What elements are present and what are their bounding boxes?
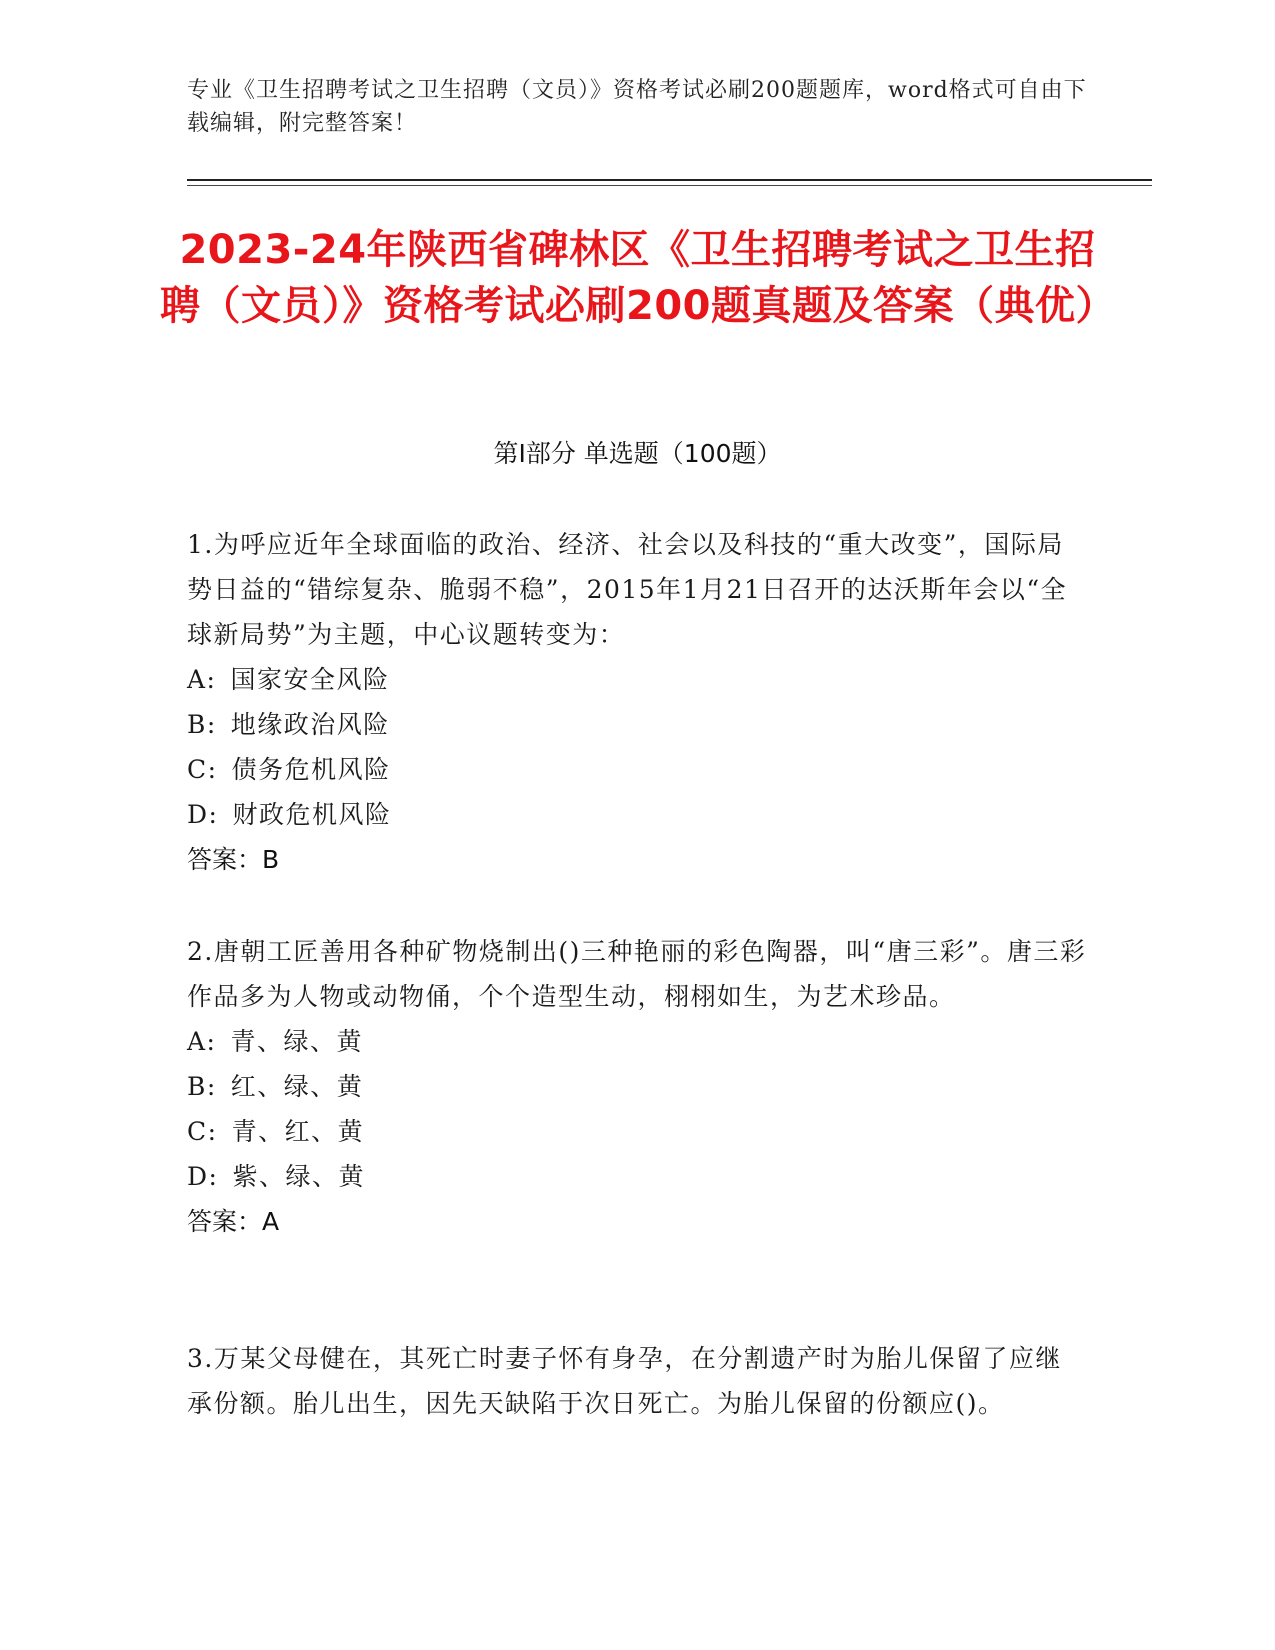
option-c [187,1109,1087,1154]
option-text: 青、红、黄 [231,1117,365,1146]
option-key: B: [187,710,217,739]
document-title: 2023-24年陕西省碑林区《卫生招聘考试之卫生招聘（文员）》资格考试必刷200题真题及答案（典优） [160,227,1116,329]
question-stem: 2.唐朝工匠善用各种矿物烧制出()三种艳丽的彩色陶器，叫“唐三彩”。唐三彩作品多为人物或动物俑，个个造型生动，栩栩如生，为艺术珍品。 [187,937,1087,1011]
option-text: 债务危机风险 [231,755,391,784]
question-1 [187,522,1087,882]
option-text: 青、绿、黄 [230,1027,363,1056]
option-a [187,657,1087,702]
option-key: A: [187,665,217,694]
option-key: D: [187,800,219,829]
option-key: D: [187,1162,219,1191]
section-title: 第Ⅰ部分 单选题（100题） [493,439,782,468]
question-2 [187,929,1087,1244]
answer-line: 答案：B [187,845,280,874]
option-list [187,657,1087,837]
option-a [187,1019,1087,1064]
option-d [187,1154,1087,1199]
option-b [187,702,1087,747]
option-text: 红、绿、黄 [230,1072,364,1101]
option-text: 地缘政治风险 [230,710,390,739]
option-d [187,792,1087,837]
option-text: 国家安全风险 [230,665,390,694]
header-divider-thin [187,185,1152,186]
option-key: C: [187,1117,218,1146]
question-stem: 3.万某父母健在，其死亡时妻子怀有身孕，在分割遗产时为胎儿保留了应继承份额。胎儿出生，因先天缺陷于次日死亡。为胎儿保留的份额应()。 [187,1344,1062,1418]
option-b [187,1064,1087,1109]
option-text: 紫、绿、黄 [232,1162,365,1191]
option-key: C: [187,755,218,784]
header-divider-thick [187,179,1152,181]
question-3 [187,1336,1087,1426]
option-key: A: [187,1027,217,1056]
option-text: 财政危机风险 [232,800,392,829]
option-key: B: [187,1072,217,1101]
header-note: 专业《卫生招聘考试之卫生招聘（文员）》资格考试必刷200题题库，word格式可自由下载编辑，附完整答案！ [187,78,1087,136]
option-list [187,1019,1087,1199]
answer-line: 答案：A [187,1207,280,1236]
option-c [187,747,1087,792]
question-stem: 1.为呼应近年全球面临的政治、经济、社会以及科技的“重大改变”，国际局势日益的“错综复杂、脆弱不稳”，2015年1月21日召开的达沃斯年会以“全球新局势”为主题，中心议题转变为： [187,530,1068,649]
